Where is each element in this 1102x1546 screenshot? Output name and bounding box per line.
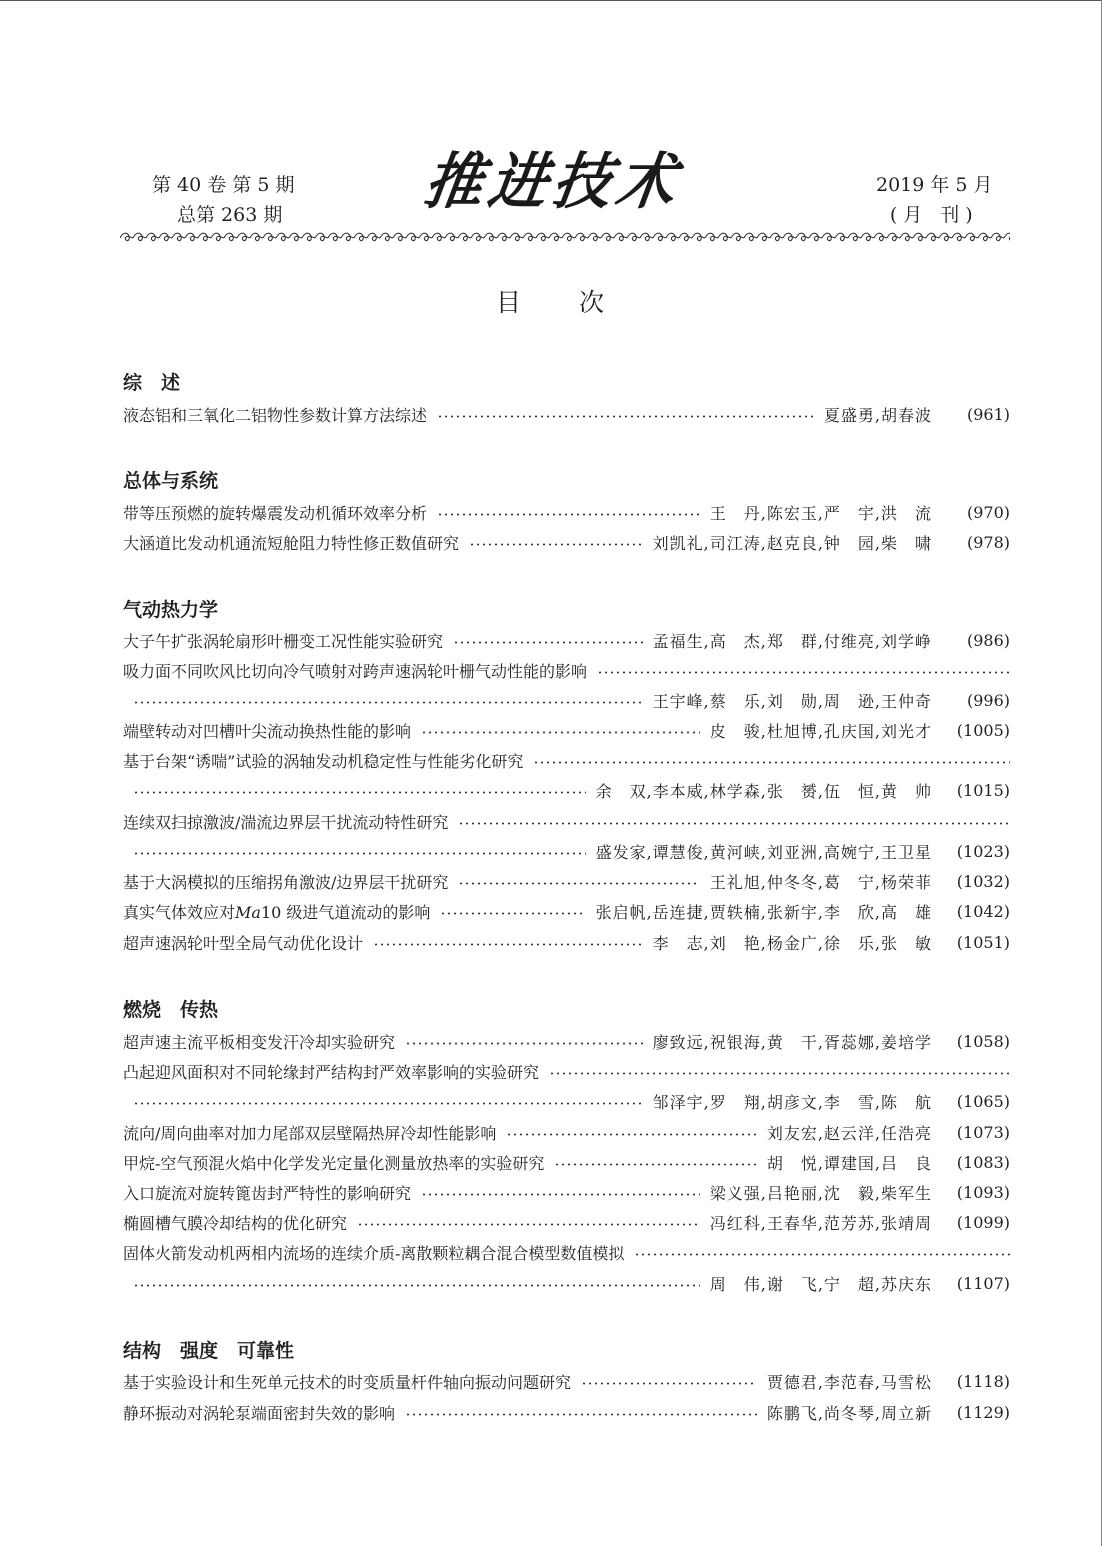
entry-title: 端壁转动对凹槽叶尖流动换热性能的影响 xyxy=(123,721,412,741)
entry-title: 液态铝和三氧化二铝物性参数计算方法综述 xyxy=(123,405,428,425)
toc-entry[interactable] xyxy=(123,1239,1010,1265)
dot-leader xyxy=(373,942,643,946)
toc-entry[interactable] xyxy=(123,1028,1010,1054)
entry-authors: 冯红科,王春华,范芳苏,张靖周 xyxy=(709,1213,932,1233)
entry-title: 流向/周向曲率对加力尾部双层壁隔热屏冷却性能影响 xyxy=(123,1123,497,1143)
entry-page: (1023) xyxy=(956,841,1010,861)
dot-leader xyxy=(453,640,643,644)
entry-title: 基于台架“诱喘”试验的涡轴发动机稳定性与性能劣化研究 xyxy=(123,751,524,771)
dot-leader xyxy=(133,790,586,794)
entry-authors: 胡 悦,谭建国,吕 良 xyxy=(766,1153,932,1173)
entry-page: (1118) xyxy=(956,1371,1010,1391)
frequency-line: (月 刊) xyxy=(889,204,979,226)
date-line: 2019 年 5 月 xyxy=(876,174,993,196)
toc-entry-continuation[interactable] xyxy=(133,777,1010,803)
date-info xyxy=(876,170,993,230)
toc-entry[interactable] xyxy=(123,1368,1010,1394)
toc-entry[interactable] xyxy=(123,627,1010,653)
section-heading-aerothermo: 气动热力学 xyxy=(123,599,219,621)
entry-page: (1005) xyxy=(956,720,1010,740)
entry-page: (1073) xyxy=(956,1122,1010,1142)
entry-page: (996) xyxy=(966,690,1010,710)
toc-entry[interactable] xyxy=(123,401,1010,427)
toc-entry[interactable] xyxy=(123,1179,1010,1205)
entry-authors: 皮 骏,杜旭博,孔庆国,刘光才 xyxy=(709,721,932,741)
issue-info xyxy=(152,170,294,230)
dot-leader xyxy=(597,670,1010,674)
entry-authors: 贾德君,李范春,马雪松 xyxy=(766,1372,932,1392)
entry-authors: 李 志,刘 艳,杨金广,徐 乐,张 敏 xyxy=(652,933,932,953)
dot-leader xyxy=(440,911,585,915)
dot-leader xyxy=(469,542,643,546)
dot-leader xyxy=(437,512,700,516)
dot-leader xyxy=(405,1041,643,1045)
entry-authors: 王 丹,陈宏玉,严 宇,洪 流 xyxy=(709,503,932,523)
entry-title: 静环振动对涡轮泵端面密封失效的影响 xyxy=(123,1403,396,1423)
decorative-rule xyxy=(120,231,1010,245)
entry-authors: 廖致远,祝银海,黄 干,胥蕊娜,姜培学 xyxy=(652,1032,932,1052)
entry-title: 带等压预燃的旋转爆震发动机循环效率分析 xyxy=(123,503,428,523)
entry-title-part: 10 级进气道流动的影响 xyxy=(260,902,431,922)
entry-authors: 张启帆,岳连捷,贾轶楠,张新宇,李 欣,高 雄 xyxy=(595,902,932,922)
dot-leader xyxy=(634,1252,1010,1256)
toc-entry-continuation[interactable] xyxy=(133,1088,1010,1114)
entry-authors: 梁义强,吕艳丽,沈 毅,柴军生 xyxy=(709,1183,932,1203)
entry-title: 大子午扩张涡轮扇形叶栅变工况性能实验研究 xyxy=(123,631,444,651)
entry-page: (1099) xyxy=(956,1212,1010,1232)
toc-entry[interactable] xyxy=(123,1209,1010,1235)
section-heading-structure: 结构 强度 可靠性 xyxy=(123,1340,295,1362)
dot-leader xyxy=(421,1192,700,1196)
toc-entry[interactable] xyxy=(123,657,1010,683)
entry-title: 椭圆槽气膜冷却结构的优化研究 xyxy=(123,1213,348,1233)
entry-page: (986) xyxy=(966,630,1010,650)
mach-symbol: Ma xyxy=(235,902,261,922)
journal-masthead xyxy=(420,134,708,217)
entry-authors: 孟福生,高 杰,郑 群,付维亮,刘学峥 xyxy=(652,631,932,651)
toc-entry-continuation[interactable] xyxy=(133,838,1010,864)
journal-title: 推进技术 xyxy=(420,145,687,217)
toc-title xyxy=(0,283,1102,319)
entry-title: 固体火箭发动机两相内流场的连续介质-离散颗粒耦合混合模型数值模拟 xyxy=(123,1243,625,1263)
dot-leader xyxy=(554,1162,756,1166)
entry-page: (1107) xyxy=(956,1273,1010,1293)
entry-page: (1058) xyxy=(956,1031,1010,1051)
toc-entry-continuation[interactable] xyxy=(133,687,1010,713)
entry-title: 超声速涡轮叶型全局气动优化设计 xyxy=(123,933,364,953)
entry-page: (1065) xyxy=(956,1091,1010,1111)
toc-title-char-1: 目 xyxy=(495,288,523,317)
dot-leader xyxy=(133,1283,700,1287)
section-heading-system: 总体与系统 xyxy=(123,470,219,492)
entry-title: 连续双扫掠激波/湍流边界层干扰流动特性研究 xyxy=(123,812,449,832)
entry-title: 吸力面不同吹风比切向冷气喷射对跨声速涡轮叶栅气动性能的影响 xyxy=(123,661,588,681)
entry-title: 超声速主流平板相变发汗冷却实验研究 xyxy=(123,1032,396,1052)
toc-title-char-2: 次 xyxy=(579,288,607,317)
total-issue-line: 总第 263 期 xyxy=(177,204,283,226)
entry-title: 凸起迎风面积对不同轮缘封严结构封严效率影响的实验研究 xyxy=(123,1062,540,1082)
dot-leader xyxy=(133,1101,643,1105)
dot-leader xyxy=(405,1412,757,1416)
entry-title: 入口旋流对旋转篦齿封严特性的影响研究 xyxy=(123,1183,412,1203)
entry-page: (1083) xyxy=(956,1152,1010,1172)
entry-page: (1015) xyxy=(956,780,1010,800)
entry-authors: 邹泽宇,罗 翔,胡彦文,李 雪,陈 航 xyxy=(652,1092,932,1112)
dot-leader xyxy=(506,1132,756,1136)
entry-authors: 余 双,李本威,林学森,张 赟,伍 恒,黄 帅 xyxy=(595,781,932,801)
entry-authors: 陈鹏飞,尚冬琴,周立新 xyxy=(766,1403,932,1423)
entry-title xyxy=(123,900,430,923)
dot-leader xyxy=(458,881,699,885)
entry-title: 甲烷-空气预混火焰中化学发光定量化测量放热率的实验研究 xyxy=(123,1153,545,1173)
entry-authors: 王礼旭,仲冬冬,葛 宁,杨荣菲 xyxy=(709,872,932,892)
toc-entry[interactable] xyxy=(123,1119,1010,1145)
toc-entry[interactable] xyxy=(123,929,1010,955)
toc-entry[interactable] xyxy=(123,529,1010,555)
toc-entry-continuation[interactable] xyxy=(133,1270,1010,1296)
toc-entry[interactable] xyxy=(123,747,1010,773)
dot-leader xyxy=(581,1381,757,1385)
dot-leader xyxy=(533,760,1010,764)
top-border xyxy=(0,0,1102,1)
entry-page: (970) xyxy=(966,502,1010,522)
toc-entry[interactable] xyxy=(123,1058,1010,1084)
dot-leader xyxy=(133,851,586,855)
dot-leader xyxy=(357,1222,700,1226)
entry-authors: 刘凯礼,司江涛,赵克良,钟 园,柴 啸 xyxy=(652,533,932,553)
toc-entry[interactable] xyxy=(123,499,1010,525)
toc-entry[interactable] xyxy=(123,1399,1010,1425)
entry-page: (978) xyxy=(966,532,1010,552)
toc-entry[interactable] xyxy=(123,717,1010,743)
section-heading-review: 综 述 xyxy=(123,372,181,394)
entry-authors: 王宇峰,蔡 乐,刘 勋,周 逊,王仲奇 xyxy=(652,691,932,711)
toc-entry[interactable] xyxy=(123,898,1010,924)
entry-page: (1032) xyxy=(956,871,1010,891)
toc-entry[interactable] xyxy=(123,808,1010,834)
entry-authors: 刘友宏,赵云洋,任浩亮 xyxy=(766,1123,932,1143)
entry-title: 基于实验设计和生死单元技术的时变质量杆件轴向振动问题研究 xyxy=(123,1372,572,1392)
entry-title: 基于大涡模拟的压缩拐角激波/边界层干扰研究 xyxy=(123,872,449,892)
entry-page: (1042) xyxy=(956,901,1010,921)
entry-authors: 夏盛勇,胡春波 xyxy=(823,405,932,425)
toc-entry[interactable] xyxy=(123,1149,1010,1175)
dot-leader xyxy=(437,414,814,418)
entry-page: (1093) xyxy=(956,1182,1010,1202)
section-heading-combustion: 燃烧 传热 xyxy=(123,999,219,1021)
volume-line: 第 40 卷 第 5 期 xyxy=(152,174,295,196)
entry-page: (1051) xyxy=(956,932,1010,952)
entry-authors: 盛发家,谭慧俊,黄河峡,刘亚洲,高婉宁,王卫星 xyxy=(595,842,932,862)
entry-page: (961) xyxy=(966,404,1010,424)
dot-leader xyxy=(421,730,700,734)
entry-title-part: 真实气体效应对 xyxy=(123,902,236,922)
entry-page: (1129) xyxy=(956,1402,1010,1422)
dot-leader xyxy=(133,700,643,704)
entry-title: 大涵道比发动机通流短舱阻力特性修正数值研究 xyxy=(123,533,460,553)
entry-authors: 周 伟,谢 飞,宁 超,苏庆东 xyxy=(709,1274,932,1294)
dot-leader xyxy=(549,1071,1010,1075)
toc-entry[interactable] xyxy=(123,868,1010,894)
dot-leader xyxy=(458,821,1010,825)
